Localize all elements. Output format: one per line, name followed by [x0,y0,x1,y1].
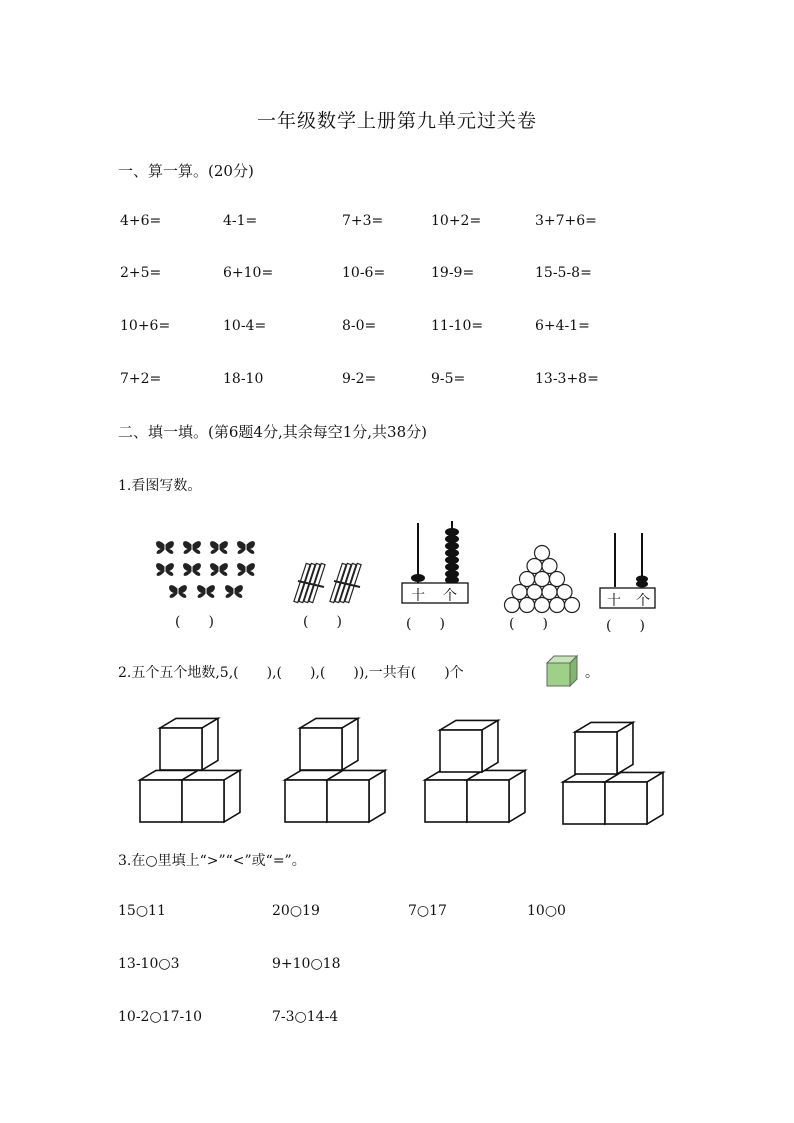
q1-text: 1.看图写数。 [118,478,202,494]
answer-blank[interactable]: ( ) [606,618,645,634]
compare-item[interactable]: 20○19 [272,903,320,919]
q2-tail: 。 [585,665,599,681]
butterfly-icon [156,563,174,576]
butterfly-icon [237,563,255,576]
problem: 19-9= [431,265,475,281]
ball [535,598,550,613]
problem: 10+6= [120,318,171,334]
problem: 18-10 [223,371,264,387]
q2-text: 2.五个五个地数,5,( ),( ),( )),一共有( )个 [118,665,464,681]
section1-heading: 一、算一算。(20分) [118,162,254,180]
answer-blank[interactable]: ( ) [509,616,548,632]
butterfly-icon [169,585,187,598]
cube-stacks [130,708,675,838]
cube-icon [545,654,579,688]
cube-icon [160,718,218,770]
ball-pyramid-icon [505,546,580,613]
cube-icon [575,722,633,774]
butterfly-icon [156,541,174,554]
problem: 13-3+8= [535,371,599,387]
compare-item[interactable]: 7○17 [408,903,447,919]
cube-icon [440,720,498,772]
butterfly-icon [210,541,228,554]
butterfly-icon [237,541,255,554]
problem: 10-4= [223,318,267,334]
compare-item[interactable]: 13-10○3 [118,956,180,972]
problem: 4+6= [120,213,162,229]
ball [505,598,520,613]
problem: 8-0= [342,318,377,334]
cube-icon [467,770,525,822]
cube-icon [300,718,358,770]
problem: 10+2= [431,213,482,229]
problem: 6+4-1= [535,318,590,334]
answer-blank[interactable]: ( ) [303,614,342,630]
problem: 7+3= [342,213,384,229]
compare-item[interactable]: 7-3○14-4 [272,1009,339,1025]
page-title: 一年级数学上册第九单元过关卷 [256,110,537,132]
butterfly-icon [183,541,201,554]
butterfly-icon [210,563,228,576]
butterfly-icon [183,563,201,576]
compare-item[interactable]: 10-2○17-10 [118,1009,203,1025]
abacus-ones-label: 个 [636,593,650,609]
abacus-tens-label: 十 [411,588,425,604]
problem: 2+5= [120,265,162,281]
ball [520,598,535,613]
abacus-ones-label: 个 [443,588,457,604]
problem: 10-6= [342,265,386,281]
q3-text: 3.在○里填上“>”“<”或“=”。 [118,853,306,869]
cube-icon [605,772,663,824]
ball [550,598,565,613]
q1-pictures [140,515,670,615]
compare-item[interactable]: 10○0 [527,903,566,919]
problem: 4-1= [223,213,258,229]
ball [565,598,580,613]
compare-item[interactable]: 15○11 [118,903,166,919]
problem: 9-5= [431,371,466,387]
problem: 15-5-8= [535,265,592,281]
compare-item[interactable]: 9+10○18 [272,956,341,972]
problem: 7+2= [120,371,162,387]
stick-bundle-icon [294,563,361,602]
butterfly-icon [156,541,255,598]
answer-blank[interactable]: ( ) [406,616,445,632]
abacus-tens-label: 十 [607,593,621,609]
section2-heading: 二、填一填。(第6题4分,其余每空1分,共38分) [118,423,427,441]
problem: 3+7+6= [535,213,597,229]
answer-blank[interactable]: ( ) [175,614,214,630]
cube-icon [327,770,385,822]
problem: 11-10= [431,318,484,334]
problem: 6+10= [223,265,274,281]
butterfly-icon [197,585,215,598]
cube-icon [182,770,240,822]
problem: 9-2= [342,371,377,387]
butterfly-icon [225,585,243,598]
